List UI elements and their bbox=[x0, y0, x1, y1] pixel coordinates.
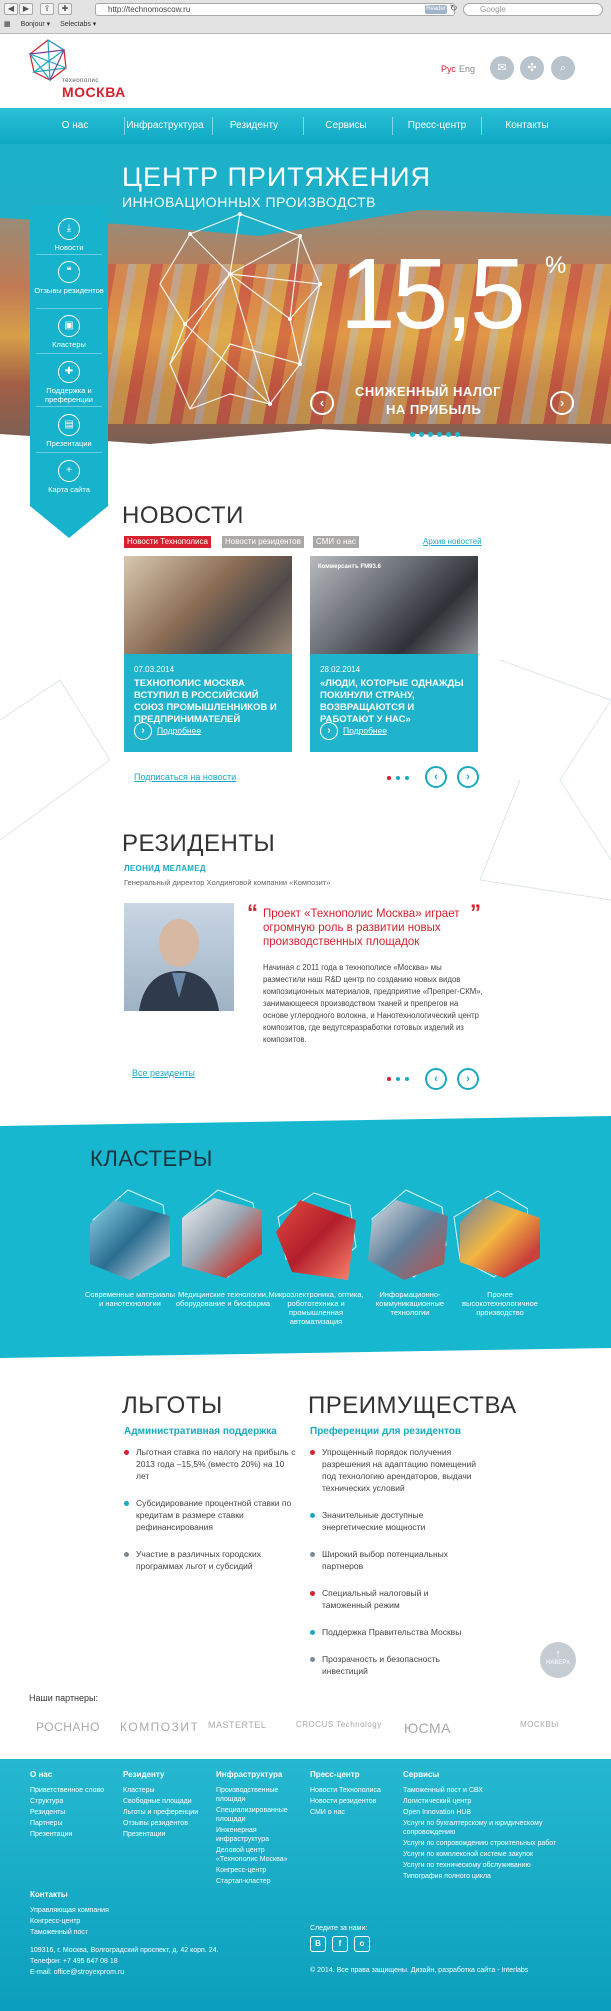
footer-link[interactable]: Типография полного цикла bbox=[403, 1873, 491, 1880]
news-more-link[interactable]: › Подробнее bbox=[320, 722, 387, 740]
resident-text: Начиная с 2011 года в технополисе «Москва» мы разместили наш R&D центр по созданию новых видов композиционных материалов, предприятие «Препрег-СКМ», занимающееся производством тканей и препрегов на основе углеродного волокна, и Нанотехнологический центр композитов, где ведутсяразработки готовых изделий из композитов. bbox=[263, 963, 483, 1044]
advantages-title: ПРЕИМУЩЕСТВА bbox=[308, 1392, 517, 1419]
footer-link[interactable]: Структура bbox=[30, 1798, 64, 1805]
nav-contacts[interactable]: Контакты bbox=[505, 120, 549, 131]
advantage-item: Значительные доступные энергетические мощности bbox=[310, 1509, 480, 1533]
logo-icon[interactable] bbox=[28, 38, 68, 82]
news-headline[interactable]: «ЛЮДИ, КОТОРЫЕ ОДНАЖДЫ ПОКИНУЛИ СТРАНУ, ВОЗВРАЩАЮТСЯ И РАБОТАЮТ У НАС» bbox=[320, 678, 464, 725]
news-next-button[interactable]: › bbox=[457, 766, 479, 788]
footer-link[interactable]: Презентации bbox=[123, 1831, 166, 1838]
hero-dot[interactable] bbox=[437, 432, 442, 437]
side-clusters[interactable]: ▣ Кластеры bbox=[30, 315, 108, 349]
footer-link[interactable]: Таможенный пост bbox=[30, 1929, 89, 1936]
footer-link[interactable]: Презентации bbox=[30, 1831, 73, 1838]
facebook-icon[interactable]: f bbox=[332, 1936, 348, 1952]
share-icon[interactable]: ⇪ bbox=[40, 3, 54, 15]
partner-logo[interactable]: РОСНАНО bbox=[36, 1720, 100, 1734]
bookmark-selectabs[interactable]: Selectabs ▾ bbox=[60, 21, 97, 28]
footer-link[interactable]: Таможенный пост и СВХ bbox=[403, 1787, 483, 1794]
advantage-item: Поддержка Правительства Москвы bbox=[310, 1626, 480, 1638]
quote-open-icon: “ bbox=[247, 900, 258, 925]
bookmark-icon[interactable]: ✚ bbox=[58, 3, 72, 15]
clusters-title: КЛАСТЕРЫ bbox=[90, 1146, 213, 1171]
resident-position: Генеральный директор Холдинговой компании «Композит» bbox=[124, 878, 331, 887]
hero-title: ЦЕНТР ПРИТЯЖЕНИЯ bbox=[122, 162, 432, 192]
cluster-label[interactable]: Прочее высокотехнологичное производство bbox=[462, 1290, 538, 1317]
advantages-subtitle: Преференции для резидентов bbox=[310, 1426, 462, 1437]
advantage-item: Специальный налоговый и таможенный режим bbox=[310, 1587, 480, 1611]
news-prev-button[interactable]: ‹ bbox=[425, 766, 447, 788]
side-support[interactable]: ✚ Поддержка и преференции bbox=[30, 361, 108, 404]
footer-phone: Телефон: +7 495 647 08 18 bbox=[30, 1958, 118, 1965]
footer-col-title[interactable]: Пресс-центр bbox=[310, 1770, 360, 1779]
footer-email[interactable]: E-mail: office@stroyexprom.ru bbox=[30, 1969, 125, 1976]
hero-dot[interactable] bbox=[410, 432, 415, 437]
partner-logo[interactable]: КОМПОЗИТ bbox=[120, 1720, 200, 1734]
residents-dot[interactable] bbox=[396, 1077, 400, 1081]
benefits-list bbox=[124, 1446, 299, 1587]
footer-social-title: Следите за нами: bbox=[310, 1925, 368, 1932]
plus-icon: + bbox=[58, 460, 80, 482]
news-archive-link[interactable]: Архив новостей bbox=[423, 537, 482, 546]
footer-link[interactable]: Логистический центр bbox=[403, 1798, 472, 1805]
side-presentations[interactable]: ▤ Презентации bbox=[30, 414, 108, 448]
benefits-subtitle: Административная поддержка bbox=[124, 1426, 277, 1437]
footer-link[interactable]: Специализированные площади bbox=[216, 1807, 288, 1823]
footer-col-title[interactable]: Резиденту bbox=[123, 1770, 165, 1779]
benefit-item: Субсидирование процентной ставки по кредитам в размере ставки рефинансирования bbox=[124, 1497, 299, 1533]
footer-col-title[interactable]: Инфраструктура bbox=[216, 1770, 283, 1779]
partner-logo[interactable]: CROCUS Technology bbox=[296, 1720, 382, 1729]
footer-link[interactable]: Услуги по бухгалтерскому и юридическому сопровождению bbox=[403, 1820, 543, 1836]
advantages-list bbox=[310, 1446, 480, 1692]
news-headline[interactable]: ТЕХНОПОЛИС МОСКВА ВСТУПИЛ В РОССИЙСКИЙ СОЮЗ ПРОМЫШЛЕННИКОВ И ПРЕДПРИНИМАТЕЛЕЙ bbox=[134, 678, 277, 725]
residents-prev-button[interactable]: ‹ bbox=[425, 1068, 447, 1090]
advantage-item: Упрощенный порядок получения разрешения на адаптацию помещений под технологию арендаторов, выдачи технических условий bbox=[310, 1446, 480, 1494]
puzzle-icon: ✚ bbox=[58, 361, 80, 383]
benefit-item: Участие в различных городских программах льгот и субсидий bbox=[124, 1548, 299, 1572]
footer-link[interactable]: Open Innovation HUB bbox=[403, 1809, 472, 1816]
mail-icon[interactable]: ✉ bbox=[490, 56, 514, 80]
nav-press[interactable]: Пресс-центр bbox=[407, 120, 467, 131]
nav-about[interactable]: О нас bbox=[61, 120, 89, 131]
odnoklassniki-icon[interactable]: о bbox=[354, 1936, 370, 1952]
forward-icon[interactable]: ▶ bbox=[19, 3, 33, 15]
advantage-item: Прозрачность и безопасность инвестиций bbox=[310, 1653, 480, 1677]
news-date: 28.02.2014 bbox=[320, 665, 361, 674]
bookmark-grid-icon[interactable]: ▦ bbox=[4, 21, 11, 28]
all-residents-link[interactable]: Все резиденты bbox=[132, 1068, 195, 1078]
footer-link[interactable]: Резиденты bbox=[30, 1809, 66, 1816]
footer-link[interactable]: СМИ о нас bbox=[310, 1809, 345, 1816]
tab-news-residents[interactable]: Новости резидентов bbox=[222, 536, 304, 548]
footer-address: 109316, г. Москва, Волгоградский проспект, д. 42 корп. 24. bbox=[30, 1947, 219, 1954]
partner-logo[interactable]: МОСКВЫ bbox=[520, 1720, 559, 1729]
footer-link[interactable]: Конгресс-центр bbox=[30, 1918, 81, 1925]
cluster-label[interactable]: Микроэлектроника, оптика, робототехника и промышленная автоматизация bbox=[268, 1290, 364, 1326]
resident-photo bbox=[124, 903, 234, 1011]
news-subscribe-link[interactable]: Подписаться на новости bbox=[134, 772, 237, 782]
chat-icon: ❝ bbox=[58, 261, 80, 283]
hero-next-button[interactable]: › bbox=[550, 391, 574, 415]
advantage-item: Широкий выбор потенциальных партнеров bbox=[310, 1548, 480, 1572]
footer-col-title[interactable]: Сервисы bbox=[403, 1770, 440, 1779]
download-icon: ⤓ bbox=[58, 218, 80, 240]
footer-link[interactable]: Новости Технополиса bbox=[310, 1787, 381, 1794]
hero-prev-button[interactable]: ‹ bbox=[310, 391, 334, 415]
resident-quote: Проект «Технополис Москва» играет огромную роль в развитии новых производственных площадок bbox=[263, 908, 460, 948]
footer-link[interactable]: Стартап-кластер bbox=[216, 1878, 271, 1885]
footer-link[interactable]: Услуги по комплексной системе закупок bbox=[403, 1851, 534, 1858]
bookmark-bonjour[interactable]: Bonjour ▾ bbox=[20, 21, 51, 28]
browser-toolbar bbox=[0, 0, 611, 34]
nav-resident[interactable]: Резиденту bbox=[229, 120, 279, 131]
nav-services[interactable]: Сервисы bbox=[325, 120, 367, 131]
residents-title: РЕЗИДЕНТЫ bbox=[122, 830, 276, 857]
footer-link[interactable]: Конгресс-центр bbox=[216, 1867, 267, 1874]
hero-caption-line2: НА ПРИБЫЛЬ bbox=[386, 402, 482, 417]
cluster-label[interactable]: Современные материалы и нанотехнологии bbox=[84, 1290, 176, 1308]
address-bar[interactable]: http://technomoscow.ru bbox=[95, 3, 455, 16]
residents-next-button[interactable]: › bbox=[457, 1068, 479, 1090]
lang-ru-link[interactable]: Рус bbox=[441, 64, 456, 74]
footer-col-title[interactable]: О нас bbox=[30, 1770, 53, 1779]
lang-en-link[interactable]: Eng bbox=[459, 64, 476, 74]
footer-link[interactable]: Деловой центр «Технополис Москва» bbox=[216, 1847, 288, 1863]
benefits-title: ЛЬГОТЫ bbox=[122, 1392, 223, 1419]
vk-icon[interactable]: В bbox=[310, 1936, 326, 1952]
news-photo-caption: Коммерсантъ FM93.6 bbox=[318, 564, 381, 570]
bookmarks-bar bbox=[4, 20, 104, 28]
hero-percent: % bbox=[545, 252, 567, 279]
residents-dot[interactable] bbox=[405, 1077, 409, 1081]
footer-link[interactable]: Партнеры bbox=[30, 1820, 63, 1827]
scroll-top-button[interactable]: ↑ НАВЕРХ bbox=[540, 1642, 576, 1678]
residents-dot[interactable] bbox=[387, 1077, 391, 1081]
briefcase-icon: ▣ bbox=[58, 315, 80, 337]
logo-subtitle: технополис bbox=[62, 78, 99, 84]
nav-infrastructure[interactable]: Инфраструктура bbox=[126, 120, 204, 131]
partner-logo[interactable]: MASTERTEL bbox=[208, 1720, 267, 1730]
resident-name: ЛЕОНИД МЕЛАМЕД bbox=[124, 864, 206, 873]
footer-copyright: © 2014. Все права защищены. Дизайн, разработка сайта - Interlabs bbox=[310, 1967, 529, 1974]
tab-news-technopolis[interactable]: Новости Технополиса bbox=[124, 536, 211, 548]
sitemap-icon[interactable]: ✣ bbox=[520, 56, 544, 80]
side-sitemap[interactable]: + Карта сайта bbox=[30, 460, 108, 494]
partners-title: Наши партнеры: bbox=[29, 1693, 99, 1703]
benefit-item: Льготная ставка по налогу на прибыль с 2013 года –15,5% (вместо 20%) на 10 лет bbox=[124, 1446, 299, 1482]
reader-button[interactable]: Reader bbox=[426, 6, 446, 12]
footer-link[interactable]: Производственные площади bbox=[216, 1787, 279, 1803]
footer-link[interactable]: Приветственное слово bbox=[30, 1787, 105, 1794]
hero-dot[interactable] bbox=[455, 432, 460, 437]
partner-logo[interactable]: ЮСМА bbox=[404, 1720, 451, 1736]
footer-link[interactable]: Услуги по техническому обслуживанию bbox=[403, 1862, 531, 1869]
footer-link[interactable]: Инженерная инфраструктура bbox=[216, 1827, 269, 1843]
footer-link[interactable]: Услуги по сопровождению строительных работ bbox=[403, 1840, 557, 1847]
footer-link[interactable]: Льготы и преференции bbox=[123, 1809, 199, 1816]
side-news[interactable]: ⤓ Новости bbox=[30, 218, 108, 252]
side-reviews[interactable]: ❝ Отзывы резидентов bbox=[30, 261, 108, 295]
quote-close-icon: ” bbox=[470, 900, 481, 925]
arrow-right-icon: › bbox=[320, 722, 338, 740]
hero-dot[interactable] bbox=[419, 432, 424, 437]
footer-link[interactable]: Кластеры bbox=[123, 1787, 155, 1794]
footer-link[interactable]: Новости резидентов bbox=[310, 1798, 377, 1805]
hero-dot[interactable] bbox=[428, 432, 433, 437]
browser-search-input[interactable]: Google bbox=[463, 3, 603, 16]
hero-caption-line1: СНИЖЕННЫЙ НАЛОГ bbox=[355, 384, 502, 399]
arrow-right-icon: › bbox=[134, 722, 152, 740]
news-date: 07.03.2014 bbox=[134, 665, 175, 674]
hero-dot[interactable] bbox=[446, 432, 451, 437]
logo-title[interactable]: МОСКВА bbox=[62, 84, 126, 100]
hero-number: 15,5 bbox=[340, 238, 523, 350]
cluster-label[interactable]: Информационно-коммуникационные технологии bbox=[375, 1290, 445, 1317]
search-icon[interactable]: ⌕ bbox=[551, 56, 575, 80]
hero-subtitle: ИННОВАЦИОННЫХ ПРОИЗВОДСТВ bbox=[122, 194, 377, 210]
presentation-icon: ▤ bbox=[58, 414, 80, 436]
reload-icon[interactable]: ↻ bbox=[450, 3, 458, 13]
tab-media[interactable]: СМИ о нас bbox=[313, 536, 359, 548]
arrow-up-icon: ↑ bbox=[555, 1648, 561, 1660]
main-nav bbox=[0, 108, 611, 144]
news-more-link[interactable]: › Подробнее bbox=[134, 722, 201, 740]
news-title: НОВОСТИ bbox=[122, 502, 244, 529]
cluster-label[interactable]: Медицинские технологии, оборудование и биофарма bbox=[175, 1290, 271, 1308]
back-icon[interactable]: ◀ bbox=[4, 3, 18, 15]
footer-link[interactable]: Управляющая компания bbox=[30, 1907, 109, 1914]
footer-contacts-title[interactable]: Контакты bbox=[30, 1890, 68, 1899]
footer-link[interactable]: Свободные площади bbox=[123, 1798, 192, 1805]
footer-link[interactable]: Отзывы резидентов bbox=[123, 1820, 188, 1827]
